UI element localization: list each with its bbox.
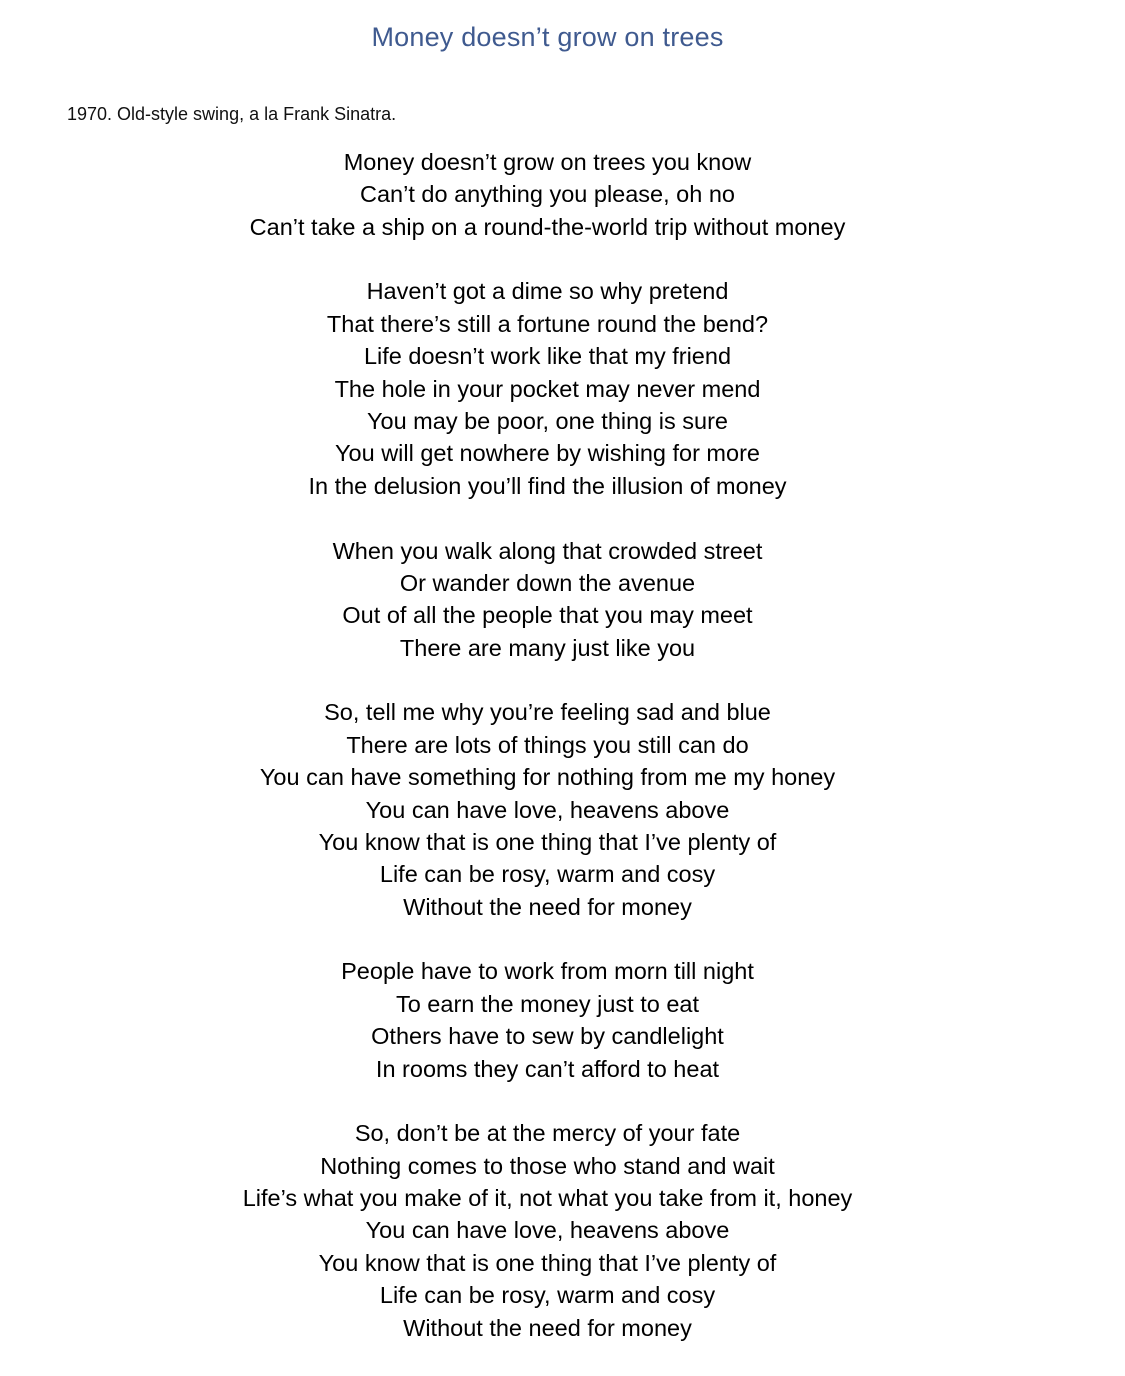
lyric-line: Life doesn’t work like that my friend: [363, 343, 732, 370]
lyric-line: Without the need for money: [403, 1314, 692, 1341]
lyric-line: You may be poor, one thing is sure: [366, 408, 728, 435]
lyric-line: Can’t do anything you please, oh no: [360, 181, 735, 208]
stanza-4: [0, 696, 1095, 923]
lyric-line: There are many just like you: [399, 634, 696, 661]
lyric-line: Nothing comes to those who stand and wait: [320, 1152, 775, 1179]
lyric-line: So, tell me why you’re feeling sad and blue: [324, 699, 771, 726]
lyric-line: Out of all the people that you may meet: [342, 602, 753, 629]
lyrics-body: [0, 146, 1095, 1376]
lyric-line: When you walk along that crowded street: [332, 537, 763, 564]
lyric-line: In rooms they can’t afford to heat: [375, 1055, 720, 1082]
stanza-5: [0, 955, 1095, 1085]
stanza-6: [0, 1117, 1095, 1344]
stanza-1: [0, 146, 1095, 243]
lyric-line: There are lots of things you still can do: [346, 731, 749, 758]
lyric-line: In the delusion you’ll find the illusion of money: [308, 472, 787, 499]
lyric-line: You will get nowhere by wishing for more: [335, 440, 760, 467]
lyric-line: Can’t take a ship on a round-the-world trip without money: [249, 213, 846, 240]
lyric-line: The hole in your pocket may never mend: [334, 375, 761, 402]
lyric-line: You can have love, heavens above: [365, 1217, 730, 1244]
lyric-line: Life’s what you make of it, not what you take from it, honey: [242, 1185, 853, 1212]
lyric-line: People have to work from morn till night: [341, 958, 754, 985]
lyric-line: To earn the money just to eat: [395, 990, 700, 1017]
lyric-line: You can have something for nothing from me my honey: [259, 764, 836, 791]
lyric-line: So, don’t be at the mercy of your fate: [354, 1120, 741, 1147]
lyric-line: Without the need for money: [403, 893, 692, 920]
stanza-3: [0, 535, 1095, 665]
lyric-line: Others have to sew by candlelight: [371, 1023, 724, 1050]
lyric-line: Haven’t got a dime so why pretend: [366, 278, 729, 305]
document-title: Money doesn’t grow on trees: [371, 22, 724, 52]
lyric-line: You know that is one thing that I’ve plenty of: [318, 1249, 777, 1276]
lyric-line: Money doesn’t grow on trees you know: [343, 149, 752, 175]
lyric-line: Or wander down the avenue: [399, 569, 696, 596]
lyric-line: You know that is one thing that I’ve plenty of: [318, 828, 777, 855]
lyric-line: That there’s still a fortune round the bend?: [326, 310, 769, 337]
lyric-line: Life can be rosy, warm and cosy: [379, 861, 716, 888]
lyric-line: You can have love, heavens above: [365, 796, 730, 823]
lyric-line: Life can be rosy, warm and cosy: [379, 1282, 716, 1309]
document-note: 1970. Old-style swing, a la Frank Sinatra.: [67, 104, 397, 124]
stanza-2: [0, 275, 1095, 502]
